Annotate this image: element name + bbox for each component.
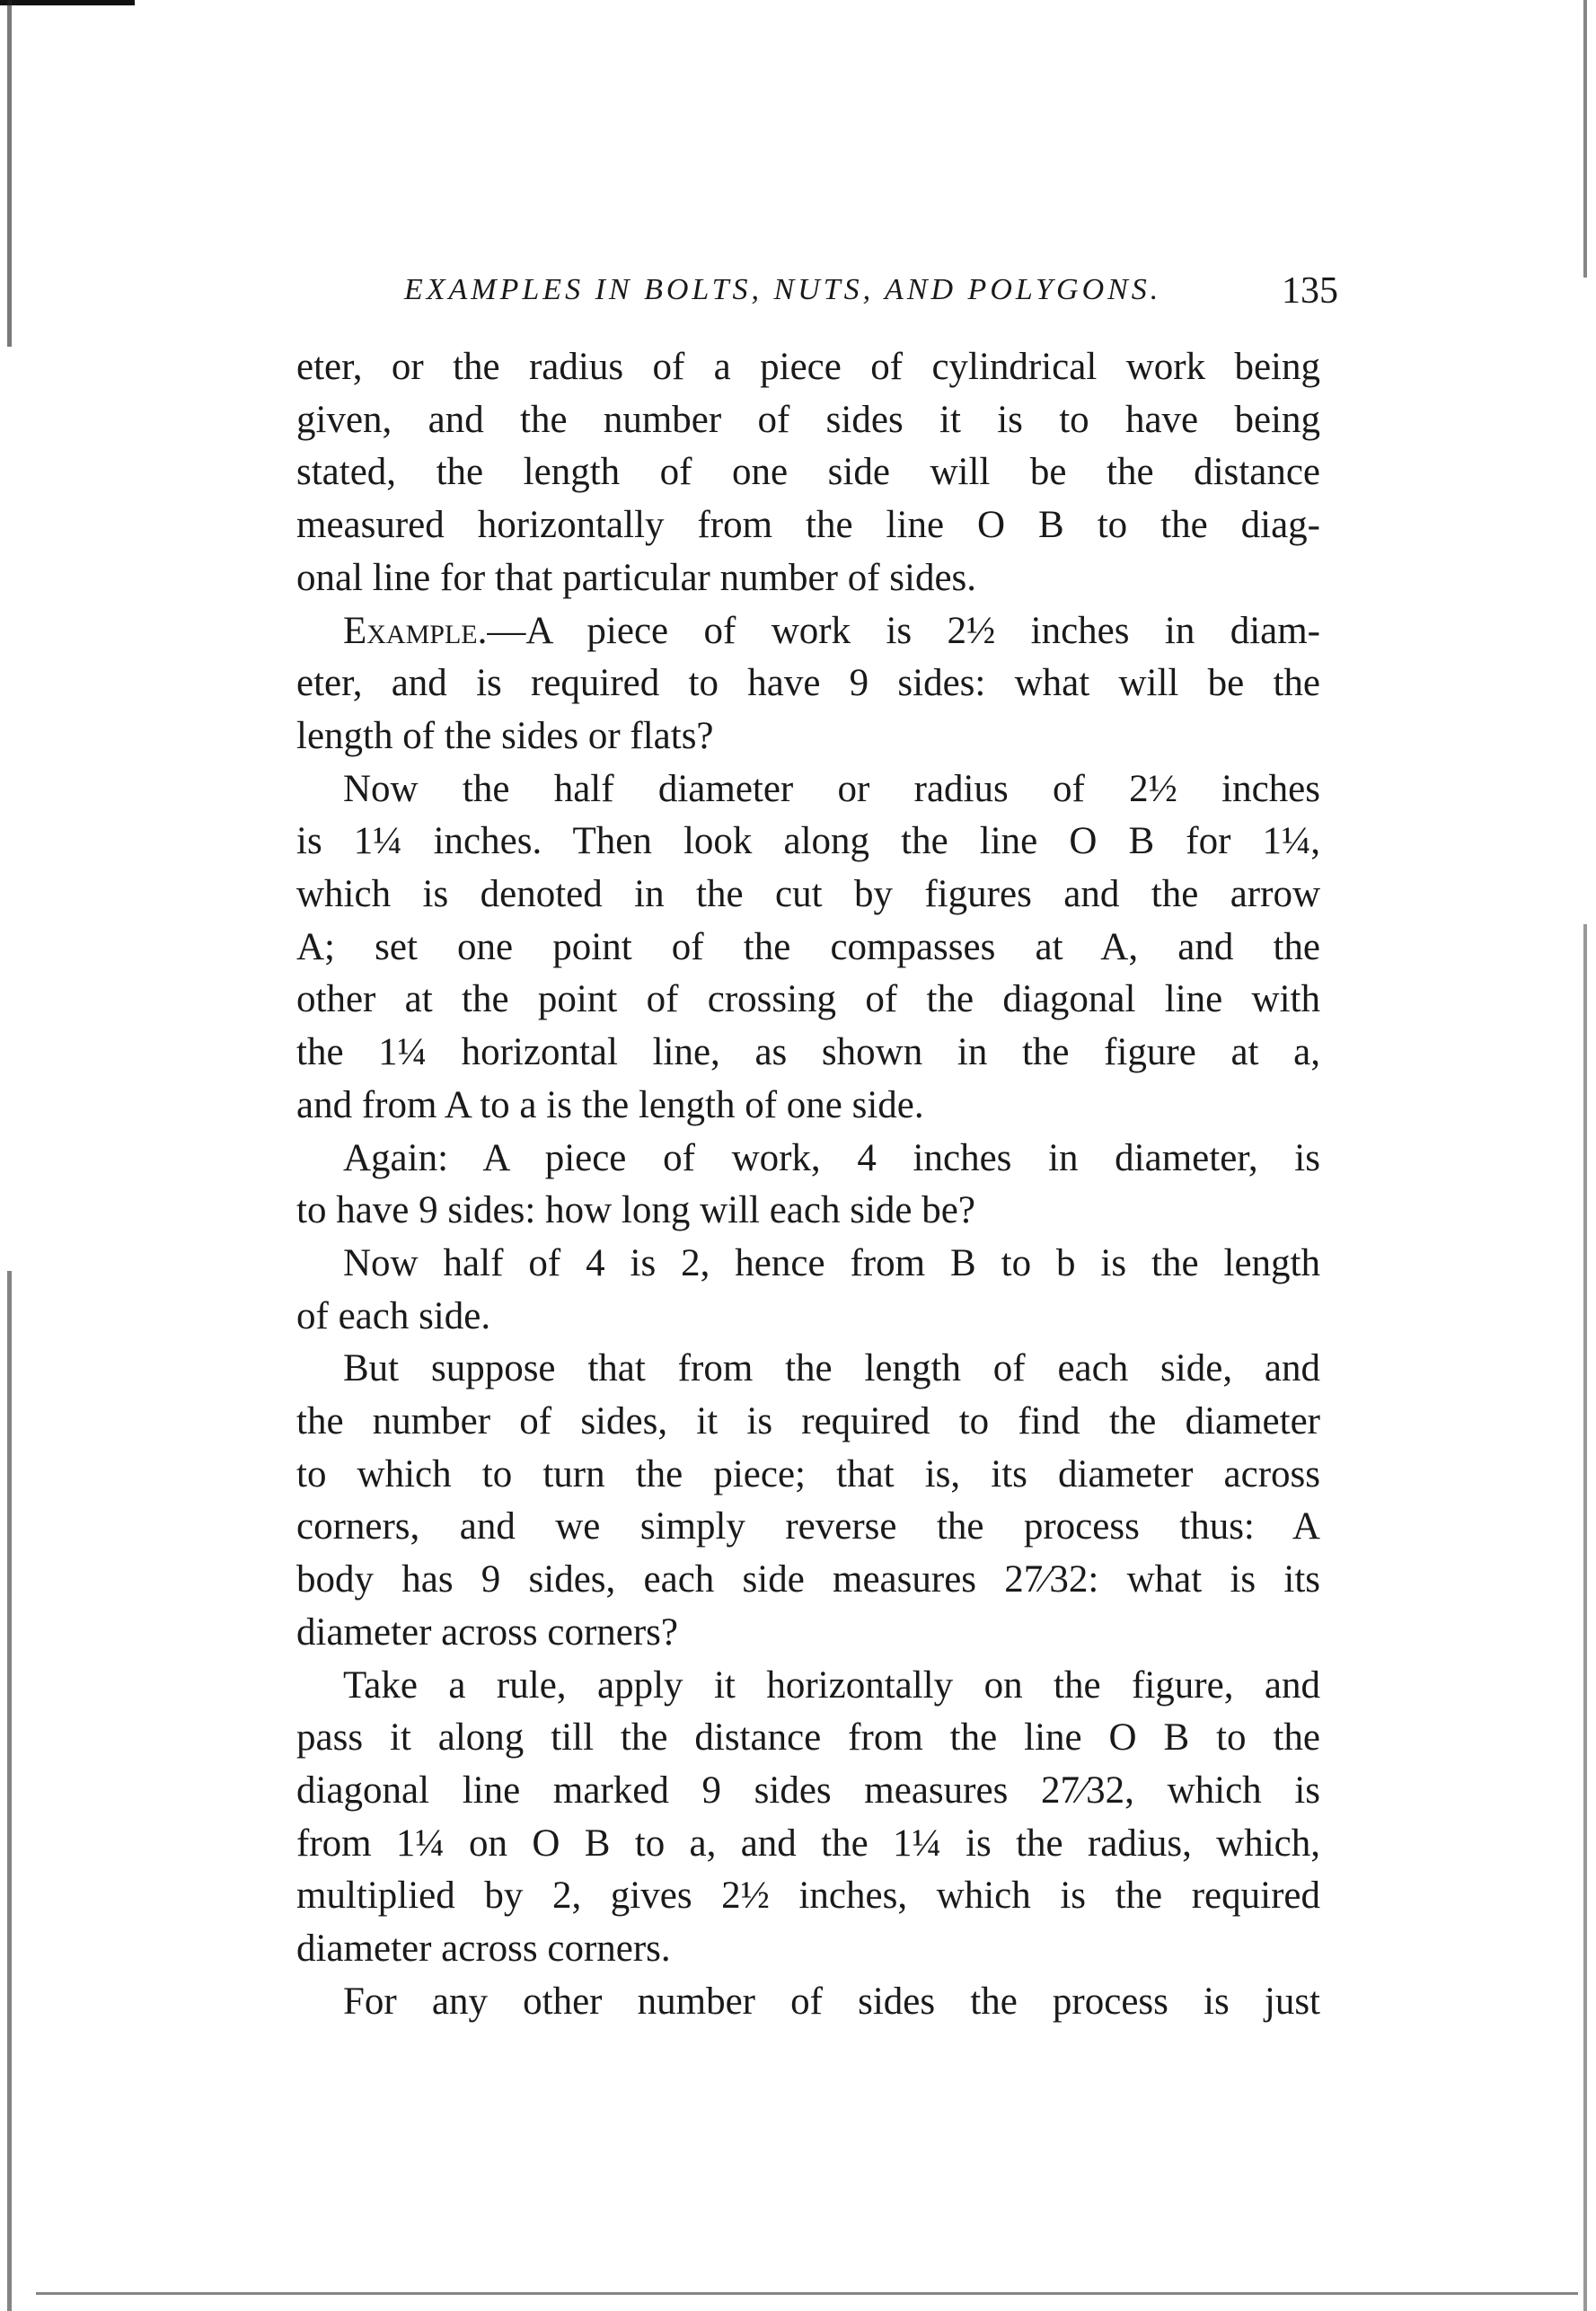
text-line [296, 605, 1320, 658]
text-line: measured horizontally from the line O B to the diag- [296, 504, 1320, 547]
text-line: the number of sides, it is required to find the diameter [296, 1400, 1320, 1443]
page-header [296, 269, 1338, 323]
running-head: EXAMPLES IN BOLTS, NUTS, AND POLYGONS. [404, 273, 1162, 306]
text-line: Now half of 4 is 2, hence from B to b is the length [343, 1241, 1320, 1284]
text-line: stated, the length of one side will be the distance [296, 451, 1320, 494]
text-line: corners, and we simply reverse the process thus: A [296, 1505, 1320, 1548]
text-line: diagonal line marked 9 sides measures 27⁄32, which is [296, 1769, 1320, 1812]
text-line: and from A to a is the length of one side. [296, 1083, 924, 1126]
text-line: eter, or the radius of a piece of cylindrical work being [296, 346, 1320, 388]
text-line: Again: A piece of work, 4 inches in diameter, is [343, 1136, 1320, 1179]
scan-bottom-edge [36, 2292, 1578, 2295]
text-line: diameter across corners? [296, 1610, 679, 1654]
text-line: A; set one point of the compasses at A, and the [296, 925, 1320, 968]
text-line: diameter across corners. [296, 1927, 671, 1971]
text-line: of each side. [296, 1294, 491, 1337]
body-text [296, 341, 1320, 2029]
text-line: For any other number of sides the process is just [343, 1980, 1320, 2023]
scan-right-edge [1583, 0, 1587, 2311]
text-line: other at the point of crossing of the diagonal line with [296, 978, 1320, 1021]
text-line: onal line for that particular number of sides. [296, 556, 977, 599]
text-line: given, and the number of sides it is to have being [296, 398, 1320, 441]
text-line: which is denoted in the cut by figures and the arrow [296, 873, 1320, 916]
text-line: length of the sides or flats? [296, 714, 714, 757]
example-text: A piece of work is 2½ inches in diam- [525, 609, 1320, 652]
example-label: Example.— [343, 609, 526, 652]
page-number: 135 [1282, 270, 1338, 312]
text-line: Take a rule, apply it horizontally on the figure, and [343, 1663, 1320, 1707]
text-line: is 1¼ inches. Then look along the line O B for 1¼, [296, 820, 1320, 863]
text-line: to which to turn the piece; that is, its diameter across [296, 1452, 1320, 1495]
text-line: eter, and is required to have 9 sides: what will be the [296, 662, 1320, 705]
text-line: to have 9 sides: how long will each side be? [296, 1189, 975, 1232]
text-line: Now the half diameter or radius of 2½ inches [343, 767, 1320, 810]
text-line: But suppose that from the length of each side, and [343, 1347, 1320, 1390]
text-line: body has 9 sides, each side measures 27⁄32: what is its [296, 1558, 1320, 1601]
scan-left-edge [7, 0, 12, 2311]
text-line: multiplied by 2, gives 2½ inches, which is the required [296, 1874, 1320, 1918]
scan-corner-mark [0, 0, 135, 41]
text-line: the 1¼ horizontal line, as shown in the figure at a, [296, 1031, 1320, 1074]
text-line: from 1¼ on O B to a, and the 1¼ is the radius, which, [296, 1821, 1320, 1865]
text-line: pass it along till the distance from the line O B to the [296, 1716, 1320, 1760]
